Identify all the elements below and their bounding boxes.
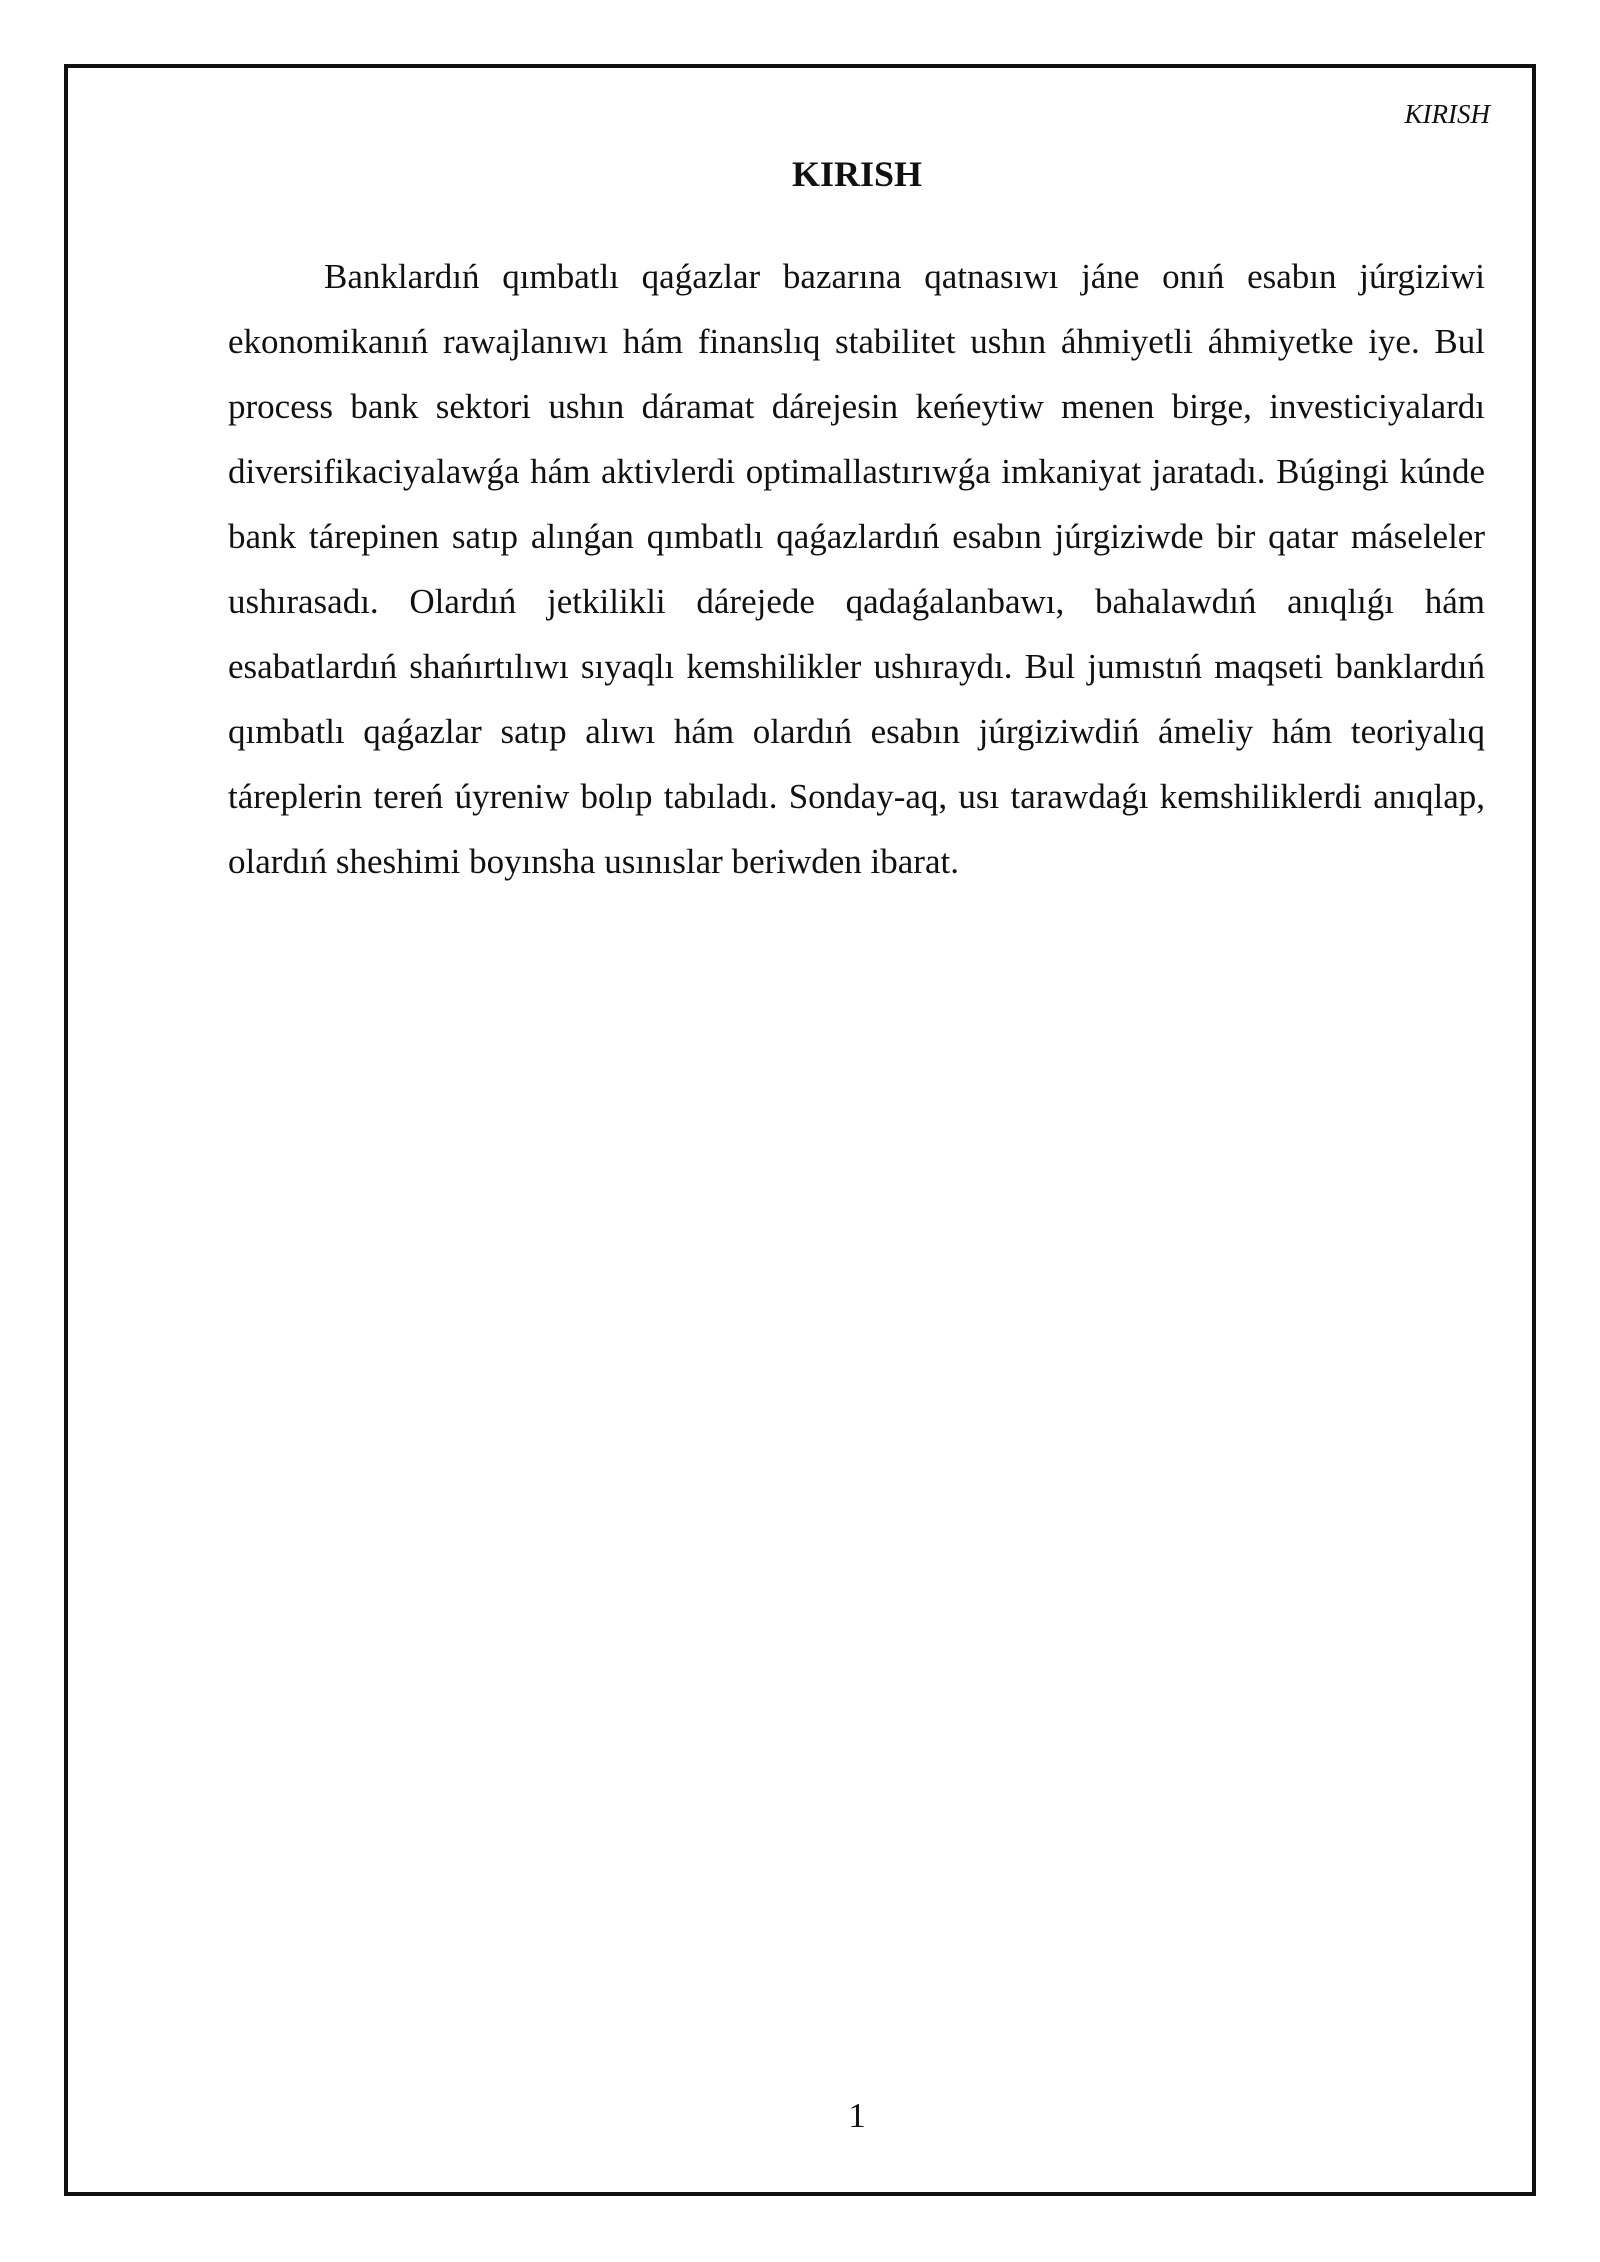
- page-title: KIRISH: [791, 154, 923, 194]
- running-header: KIRISH: [1404, 99, 1490, 129]
- body-paragraph: Banklardıń qımbatlı qaǵazlar bazarına qatnasıwı jáne onıń esabın júrgiziwi ekonomikanıń rawajlanıwı hám finanslıq stabilitet ushın áhmiyetli áhmiyetke iye. Bul process bank sektori ushın dáramat dárejesin keńeytiw menen birge, investiciyalardı diversifikaciyalawǵa hám aktivlerdi optimallastırıwǵa imkaniyat jaratadı. Búgingi kúnde bank tárepinen satıp alınǵan qımbatlı qaǵazlardıń esabın júrgiziwde bir qatar máseleler ushırasadı. Olardıń jetkilikli dárejede qadaǵalanbawı, bahalawdıń anıqlıǵı hám esabatlardıń shańırtılıwı sıyaqlı kemshilikler ushıraydı. Bul jumıstıń maqseti banklardıń qımbatlı qaǵazlar satıp alıwı hám olardıń esabın júrgiziwdiń ámeliy hám teoriyalıq táreplerin tereń úyreniw bolıp tabıladı. Sonday-aq, usı tarawdaǵı kemshiliklerdi anıqlap, olardıń sheshimi boyınsha usınıslar beriwden ibarat.: [228, 257, 1485, 881]
- page-number: 1: [848, 2096, 866, 2135]
